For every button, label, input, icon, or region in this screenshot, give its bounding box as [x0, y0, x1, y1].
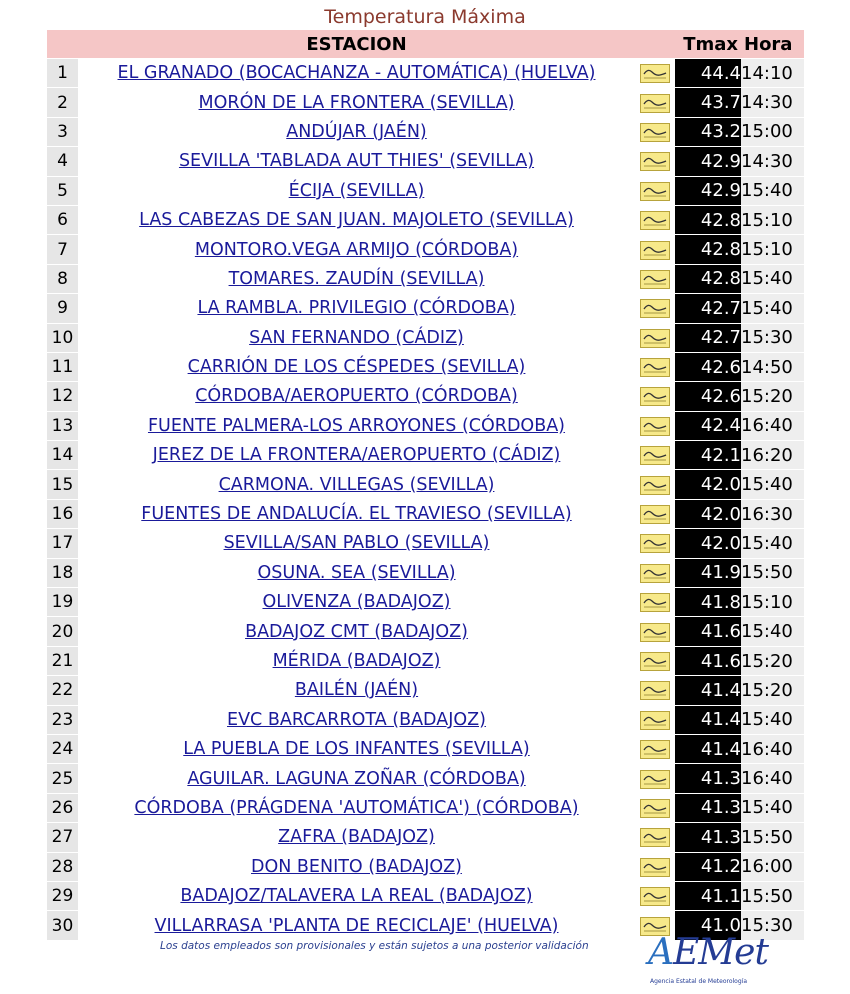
station-cell [78, 529, 635, 558]
station-link[interactable]: CÓRDOBA/AEROPUERTO (CÓRDOBA) [195, 386, 518, 407]
hora-value: 15:10 [741, 205, 804, 234]
station-cell [78, 147, 635, 176]
station-link[interactable]: BADAJOZ/TALAVERA LA REAL (BADAJOZ) [180, 886, 533, 907]
graph-cell [635, 441, 675, 470]
graph-icon[interactable] [640, 711, 670, 730]
station-link[interactable]: SAN FERNANDO (CÁDIZ) [249, 327, 464, 348]
station-link[interactable]: DON BENITO (BADAJOZ) [251, 856, 462, 877]
station-cell [78, 499, 635, 528]
hora-value: 16:30 [741, 499, 804, 528]
station-cell [78, 382, 635, 411]
tmax-value: 42.1 [675, 441, 741, 470]
table-header-row [47, 30, 804, 59]
hora-value: 15:20 [741, 676, 804, 705]
tmax-value: 42.8 [675, 205, 741, 234]
station-cell [78, 558, 635, 587]
station-cell [78, 588, 635, 617]
graph-cell [635, 264, 675, 293]
graph-cell [635, 323, 675, 352]
hora-value: 16:20 [741, 441, 804, 470]
hora-value: 15:10 [741, 588, 804, 617]
page-title: Temperatura Máxima [324, 6, 526, 28]
graph-cell [635, 823, 675, 852]
station-cell [78, 881, 635, 910]
table-row [47, 88, 804, 117]
graph-icon[interactable] [640, 681, 670, 700]
station-cell [78, 764, 635, 793]
tmax-value: 41.4 [675, 734, 741, 763]
graph-icon[interactable] [640, 858, 670, 877]
tmax-value: 42.6 [675, 382, 741, 411]
station-cell [78, 176, 635, 205]
graph-cell [635, 88, 675, 117]
row-number: 21 [47, 646, 78, 675]
hora-value: 15:40 [741, 529, 804, 558]
hora-value: 14:30 [741, 147, 804, 176]
row-number: 13 [47, 411, 78, 440]
station-link[interactable]: BAILÉN (JAÉN) [294, 680, 419, 701]
tmax-value: 44.4 [675, 59, 741, 88]
graph-cell [635, 176, 675, 205]
header-station: ESTACION [78, 30, 635, 59]
hora-value: 15:00 [741, 117, 804, 146]
graph-icon[interactable] [640, 387, 670, 406]
station-link[interactable]: TOMARES. ZAUDÍN (SEVILLA) [228, 268, 485, 289]
hora-value: 16:40 [741, 764, 804, 793]
station-cell [78, 734, 635, 763]
row-number: 10 [47, 323, 78, 352]
station-cell [78, 441, 635, 470]
hora-value: 15:20 [741, 382, 804, 411]
row-number: 6 [47, 205, 78, 234]
graph-icon[interactable] [640, 505, 670, 524]
station-cell [78, 852, 635, 881]
graph-icon[interactable] [640, 593, 670, 612]
hora-value: 15:40 [741, 705, 804, 734]
station-link[interactable]: LA RAMBLA. PRIVILEGIO (CÓRDOBA) [197, 298, 516, 319]
station-link[interactable]: EL GRANADO (BOCACHANZA - AUTOMÁTICA) (HUELVA) [117, 63, 596, 84]
row-number: 27 [47, 823, 78, 852]
row-number: 3 [47, 117, 78, 146]
station-cell [78, 411, 635, 440]
graph-icon[interactable] [640, 828, 670, 847]
row-number: 28 [47, 852, 78, 881]
graph-cell [635, 676, 675, 705]
graph-icon[interactable] [640, 64, 670, 83]
station-cell [78, 793, 635, 822]
graph-cell [635, 117, 675, 146]
graph-icon[interactable] [640, 534, 670, 553]
tmax-value: 41.9 [675, 558, 741, 587]
table-row [47, 793, 804, 822]
row-number: 19 [47, 588, 78, 617]
row-number: 4 [47, 147, 78, 176]
table-row [47, 441, 804, 470]
tmax-value: 43.2 [675, 117, 741, 146]
tmax-value: 41.4 [675, 705, 741, 734]
table-row [47, 588, 804, 617]
table-row [47, 59, 804, 88]
table-row [47, 176, 804, 205]
graph-icon[interactable] [640, 182, 670, 201]
graph-cell [635, 852, 675, 881]
station-cell [78, 617, 635, 646]
graph-cell [635, 734, 675, 763]
graph-icon[interactable] [640, 564, 670, 583]
tmax-value: 42.0 [675, 499, 741, 528]
graph-icon[interactable] [640, 652, 670, 671]
graph-cell [635, 793, 675, 822]
station-cell [78, 205, 635, 234]
graph-cell [635, 529, 675, 558]
station-link[interactable]: CARRIÓN DE LOS CÉSPEDES (SEVILLA) [187, 357, 526, 378]
row-number: 1 [47, 59, 78, 88]
row-number: 18 [47, 558, 78, 587]
row-number: 23 [47, 705, 78, 734]
table-row [47, 117, 804, 146]
table-row [47, 617, 804, 646]
hora-value: 16:40 [741, 734, 804, 763]
hora-value: 15:50 [741, 823, 804, 852]
graph-cell [635, 59, 675, 88]
hora-value: 15:50 [741, 881, 804, 910]
station-link[interactable]: LA PUEBLA DE LOS INFANTES (SEVILLA) [183, 739, 530, 760]
graph-icon[interactable] [640, 358, 670, 377]
graph-icon[interactable] [640, 329, 670, 348]
table-row [47, 382, 804, 411]
station-link[interactable]: AGUILAR. LAGUNA ZOÑAR (CÓRDOBA) [187, 768, 526, 789]
station-cell [78, 823, 635, 852]
hora-value: 15:10 [741, 235, 804, 264]
row-number: 9 [47, 294, 78, 323]
station-cell [78, 59, 635, 88]
station-link[interactable]: EVC BARCARROTA (BADAJOZ) [227, 709, 486, 730]
graph-cell [635, 588, 675, 617]
table-row [47, 823, 804, 852]
row-number: 14 [47, 441, 78, 470]
tmax-value: 42.9 [675, 147, 741, 176]
table-row [47, 147, 804, 176]
station-link[interactable]: MORÓN DE LA FRONTERA (SEVILLA) [198, 92, 515, 113]
hora-value: 15:30 [741, 323, 804, 352]
row-number: 17 [47, 529, 78, 558]
tmax-value: 42.7 [675, 294, 741, 323]
table-row [47, 676, 804, 705]
station-link[interactable]: SEVILLA 'TABLADA AUT THIES' (SEVILLA) [178, 151, 535, 172]
hora-value: 15:40 [741, 470, 804, 499]
row-number: 8 [47, 264, 78, 293]
graph-icon[interactable] [640, 623, 670, 642]
table-row [47, 499, 804, 528]
graph-icon[interactable] [640, 799, 670, 818]
hora-value: 14:10 [741, 59, 804, 88]
row-number: 29 [47, 881, 78, 910]
table-row [47, 235, 804, 264]
station-link[interactable]: SEVILLA/SAN PABLO (SEVILLA) [223, 533, 490, 554]
graph-cell [635, 235, 675, 264]
aemet-logo [648, 932, 768, 992]
station-cell [78, 264, 635, 293]
footer-disclaimer: Los datos empleados son provisionales y están sujetos a una posterior validación [160, 940, 589, 952]
tmax-value: 41.8 [675, 588, 741, 617]
station-cell [78, 352, 635, 381]
graph-cell [635, 617, 675, 646]
hora-value: 15:50 [741, 558, 804, 587]
graph-cell [635, 558, 675, 587]
hora-value: 15:40 [741, 176, 804, 205]
row-number: 22 [47, 676, 78, 705]
table-row [47, 529, 804, 558]
graph-icon[interactable] [640, 446, 670, 465]
tmax-value: 43.7 [675, 88, 741, 117]
row-number: 12 [47, 382, 78, 411]
station-cell [78, 235, 635, 264]
header-number [47, 30, 78, 59]
table-row [47, 764, 804, 793]
station-link[interactable]: MONTORO.VEGA ARMIJO (CÓRDOBA) [194, 239, 519, 260]
graph-cell [635, 147, 675, 176]
station-link[interactable]: OSUNA. SEA (SEVILLA) [257, 562, 456, 583]
row-number: 11 [47, 352, 78, 381]
hora-value: 15:40 [741, 264, 804, 293]
station-cell [78, 470, 635, 499]
table-row [47, 881, 804, 910]
station-cell [78, 676, 635, 705]
station-cell [78, 117, 635, 146]
row-number: 25 [47, 764, 78, 793]
hora-value: 15:40 [741, 793, 804, 822]
row-number: 30 [47, 911, 78, 940]
graph-cell [635, 411, 675, 440]
station-cell [78, 646, 635, 675]
station-link[interactable]: BADAJOZ CMT (BADAJOZ) [245, 621, 468, 642]
tmax-value: 41.1 [675, 881, 741, 910]
tmax-value: 41.6 [675, 646, 741, 675]
station-link[interactable]: LAS CABEZAS DE SAN JUAN. MAJOLETO (SEVILLA) [139, 210, 574, 231]
graph-cell [635, 646, 675, 675]
header-hora: Hora [741, 30, 804, 59]
graph-cell [635, 382, 675, 411]
station-cell [78, 323, 635, 352]
hora-value: 14:30 [741, 88, 804, 117]
hora-value: 15:40 [741, 294, 804, 323]
table-row [47, 558, 804, 587]
tmax-value: 42.8 [675, 264, 741, 293]
logo-wordmark: AEMet [648, 932, 768, 973]
table-row [47, 646, 804, 675]
station-cell [78, 294, 635, 323]
station-link[interactable]: FUENTE PALMERA-LOS ARROYONES (CÓRDOBA) [147, 415, 566, 436]
graph-icon[interactable] [640, 211, 670, 230]
table-row [47, 705, 804, 734]
graph-icon[interactable] [640, 123, 670, 142]
station-link[interactable]: ZAFRA (BADAJOZ) [278, 827, 435, 848]
graph-icon[interactable] [640, 770, 670, 789]
table-row [47, 470, 804, 499]
temperature-table [47, 30, 804, 941]
graph-icon[interactable] [640, 299, 670, 318]
station-link[interactable]: VILLARRASA 'PLANTA DE RECICLAJE' (HUELVA) [154, 915, 559, 936]
row-number: 26 [47, 793, 78, 822]
tmax-value: 41.2 [675, 852, 741, 881]
station-link[interactable]: CÓRDOBA (PRÁGDENA 'AUTOMÁTICA') (CÓRDOBA) [134, 797, 579, 818]
graph-icon[interactable] [640, 152, 670, 171]
table-row [47, 352, 804, 381]
tmax-value: 41.4 [675, 676, 741, 705]
station-link[interactable]: ANDÚJAR (JAÉN) [286, 121, 427, 142]
tmax-value: 41.3 [675, 793, 741, 822]
tmax-value: 42.9 [675, 176, 741, 205]
graph-cell [635, 705, 675, 734]
header-tmax: Tmax [675, 30, 741, 59]
table-row [47, 734, 804, 763]
graph-icon[interactable] [640, 740, 670, 759]
graph-cell [635, 499, 675, 528]
hora-value: 15:30 [741, 911, 804, 940]
tmax-value: 42.0 [675, 470, 741, 499]
row-number: 7 [47, 235, 78, 264]
header-graph [635, 30, 675, 59]
table-row [47, 205, 804, 234]
graph-icon[interactable] [640, 241, 670, 260]
station-link[interactable]: MÉRIDA (BADAJOZ) [272, 651, 441, 671]
row-number: 24 [47, 734, 78, 763]
row-number: 15 [47, 470, 78, 499]
graph-icon[interactable] [640, 417, 670, 436]
graph-icon[interactable] [640, 270, 670, 289]
graph-cell [635, 764, 675, 793]
tmax-value: 42.4 [675, 411, 741, 440]
station-cell [78, 705, 635, 734]
table-row [47, 264, 804, 293]
table-row [47, 294, 804, 323]
tmax-value: 41.3 [675, 764, 741, 793]
tmax-value: 42.8 [675, 235, 741, 264]
hora-value: 15:20 [741, 646, 804, 675]
graph-cell [635, 294, 675, 323]
graph-cell [635, 205, 675, 234]
graph-icon[interactable] [640, 887, 670, 906]
table-row [47, 411, 804, 440]
station-link[interactable]: FUENTES DE ANDALUCÍA. EL TRAVIESO (SEVILLA) [141, 504, 572, 525]
logo-subtitle: Agencia Estatal de Meteorología [650, 978, 747, 985]
row-number: 20 [47, 617, 78, 646]
station-link[interactable]: ÉCIJA (SEVILLA) [288, 180, 425, 201]
hora-value: 16:40 [741, 411, 804, 440]
row-number: 2 [47, 88, 78, 117]
station-cell [78, 88, 635, 117]
tmax-value: 41.6 [675, 617, 741, 646]
graph-cell [635, 881, 675, 910]
table-row [47, 852, 804, 881]
graph-icon[interactable] [640, 94, 670, 113]
hora-value: 16:00 [741, 852, 804, 881]
tmax-value: 42.0 [675, 529, 741, 558]
tmax-value: 41.0 [675, 911, 741, 940]
station-link[interactable]: CARMONA. VILLEGAS (SEVILLA) [218, 474, 495, 495]
hora-value: 15:40 [741, 617, 804, 646]
row-number: 5 [47, 176, 78, 205]
tmax-value: 42.6 [675, 352, 741, 381]
tmax-value: 41.3 [675, 823, 741, 852]
table-row [47, 323, 804, 352]
station-cell [78, 911, 635, 940]
graph-icon[interactable] [640, 476, 670, 495]
row-number: 16 [47, 499, 78, 528]
station-link[interactable]: OLIVENZA (BADAJOZ) [262, 592, 451, 613]
hora-value: 14:50 [741, 352, 804, 381]
graph-cell [635, 470, 675, 499]
station-link[interactable]: JEREZ DE LA FRONTERA/AEROPUERTO (CÁDIZ) [152, 445, 561, 466]
graph-cell [635, 352, 675, 381]
tmax-value: 42.7 [675, 323, 741, 352]
